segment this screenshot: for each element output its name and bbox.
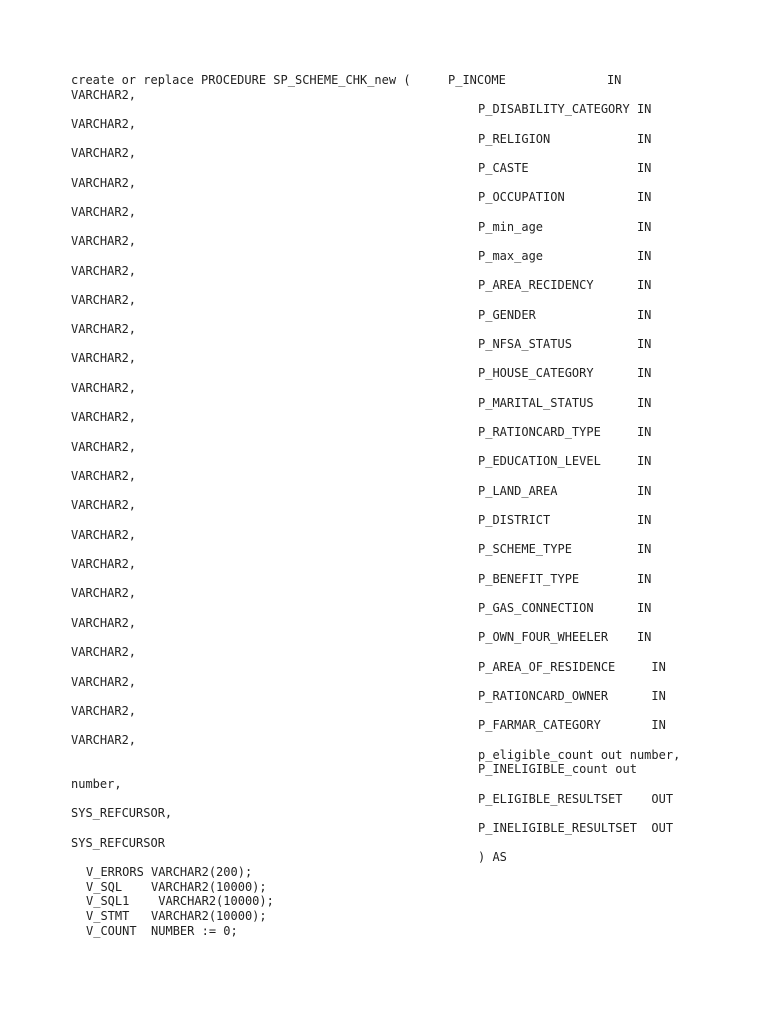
param-line: P_AREA_OF_RESIDENCE IN <box>478 660 666 674</box>
param-line: P_MARITAL_STATUS IN <box>478 396 652 410</box>
type-line: VARCHAR2, <box>71 645 137 659</box>
param-line: P_NFSA_STATUS IN <box>478 337 652 351</box>
type-line: VARCHAR2, <box>71 234 137 248</box>
type-line: VARCHAR2, <box>71 351 137 365</box>
type-line: VARCHAR2, <box>71 469 137 483</box>
type-line: VARCHAR2, <box>71 557 137 571</box>
type-line: VARCHAR2, <box>71 293 137 307</box>
type-line: VARCHAR2, <box>71 586 137 600</box>
type-line: VARCHAR2, <box>71 410 137 424</box>
param-line: P_RATIONCARD_TYPE IN <box>478 425 652 439</box>
type-line: VARCHAR2, <box>71 117 137 131</box>
declaration-line: V_COUNT NUMBER := 0; <box>86 924 238 938</box>
declaration-line: V_SQL1 VARCHAR2(10000); <box>86 894 274 908</box>
type-line: SYS_REFCURSOR <box>71 836 165 850</box>
param-line: P_OWN_FOUR_WHEELER IN <box>478 630 652 644</box>
type-line: VARCHAR2, <box>71 704 137 718</box>
param-line: P_RELIGION IN <box>478 132 652 146</box>
type-line: VARCHAR2, <box>71 440 137 454</box>
param-line: P_ELIGIBLE_RESULTSET OUT <box>478 792 674 806</box>
type-line: VARCHAR2, <box>71 205 137 219</box>
param-line: P_EDUCATION_LEVEL IN <box>478 454 652 468</box>
type-line: VARCHAR2, <box>71 146 137 160</box>
param-line: P_BENEFIT_TYPE IN <box>478 572 652 586</box>
param-line: P_HOUSE_CATEGORY IN <box>478 366 652 380</box>
param-line: P_CASTE IN <box>478 161 652 175</box>
param-line: P_min_age IN <box>478 220 652 234</box>
procedure-header: create or replace PROCEDURE SP_SCHEME_CHK_new ( <box>71 73 411 87</box>
declaration-line: V_STMT VARCHAR2(10000); <box>86 909 267 923</box>
type-line: VARCHAR2, <box>71 381 137 395</box>
param-line: P_FARMAR_CATEGORY IN <box>478 718 666 732</box>
param-line: P_DISTRICT IN <box>478 513 652 527</box>
param-line: P_LAND_AREA IN <box>478 484 652 498</box>
type-line: VARCHAR2, <box>71 264 137 278</box>
param-line: P_max_age IN <box>478 249 652 263</box>
param-line: P_RATIONCARD_OWNER IN <box>478 689 666 703</box>
param-line: ) AS <box>478 850 507 864</box>
type-line: SYS_REFCURSOR, <box>71 806 173 820</box>
type-line: VARCHAR2, <box>71 176 137 190</box>
param-line: P_OCCUPATION IN <box>478 190 652 204</box>
param-line: P_GENDER IN <box>478 308 652 322</box>
type-line: VARCHAR2, <box>71 528 137 542</box>
type-line: VARCHAR2, <box>71 88 137 102</box>
type-line: VARCHAR2, <box>71 675 137 689</box>
type-line: VARCHAR2, <box>71 322 137 336</box>
type-line: VARCHAR2, <box>71 498 137 512</box>
param-line: P_INELIGIBLE_count out <box>478 762 637 776</box>
declaration-line: V_ERRORS VARCHAR2(200); <box>86 865 253 879</box>
param-line: P_AREA_RECIDENCY IN <box>478 278 652 292</box>
declaration-line: V_SQL VARCHAR2(10000); <box>86 880 267 894</box>
param-line: P_GAS_CONNECTION IN <box>478 601 652 615</box>
type-line: VARCHAR2, <box>71 616 137 630</box>
param-line: P_INCOME IN <box>448 73 622 87</box>
type-line: number, <box>71 777 122 791</box>
type-line: VARCHAR2, <box>71 733 137 747</box>
param-line: P_DISABILITY_CATEGORY IN <box>478 102 652 116</box>
param-line: P_SCHEME_TYPE IN <box>478 542 652 556</box>
param-line: P_INELIGIBLE_RESULTSET OUT <box>478 821 674 835</box>
param-line: p_eligible_count out number, <box>478 748 681 762</box>
